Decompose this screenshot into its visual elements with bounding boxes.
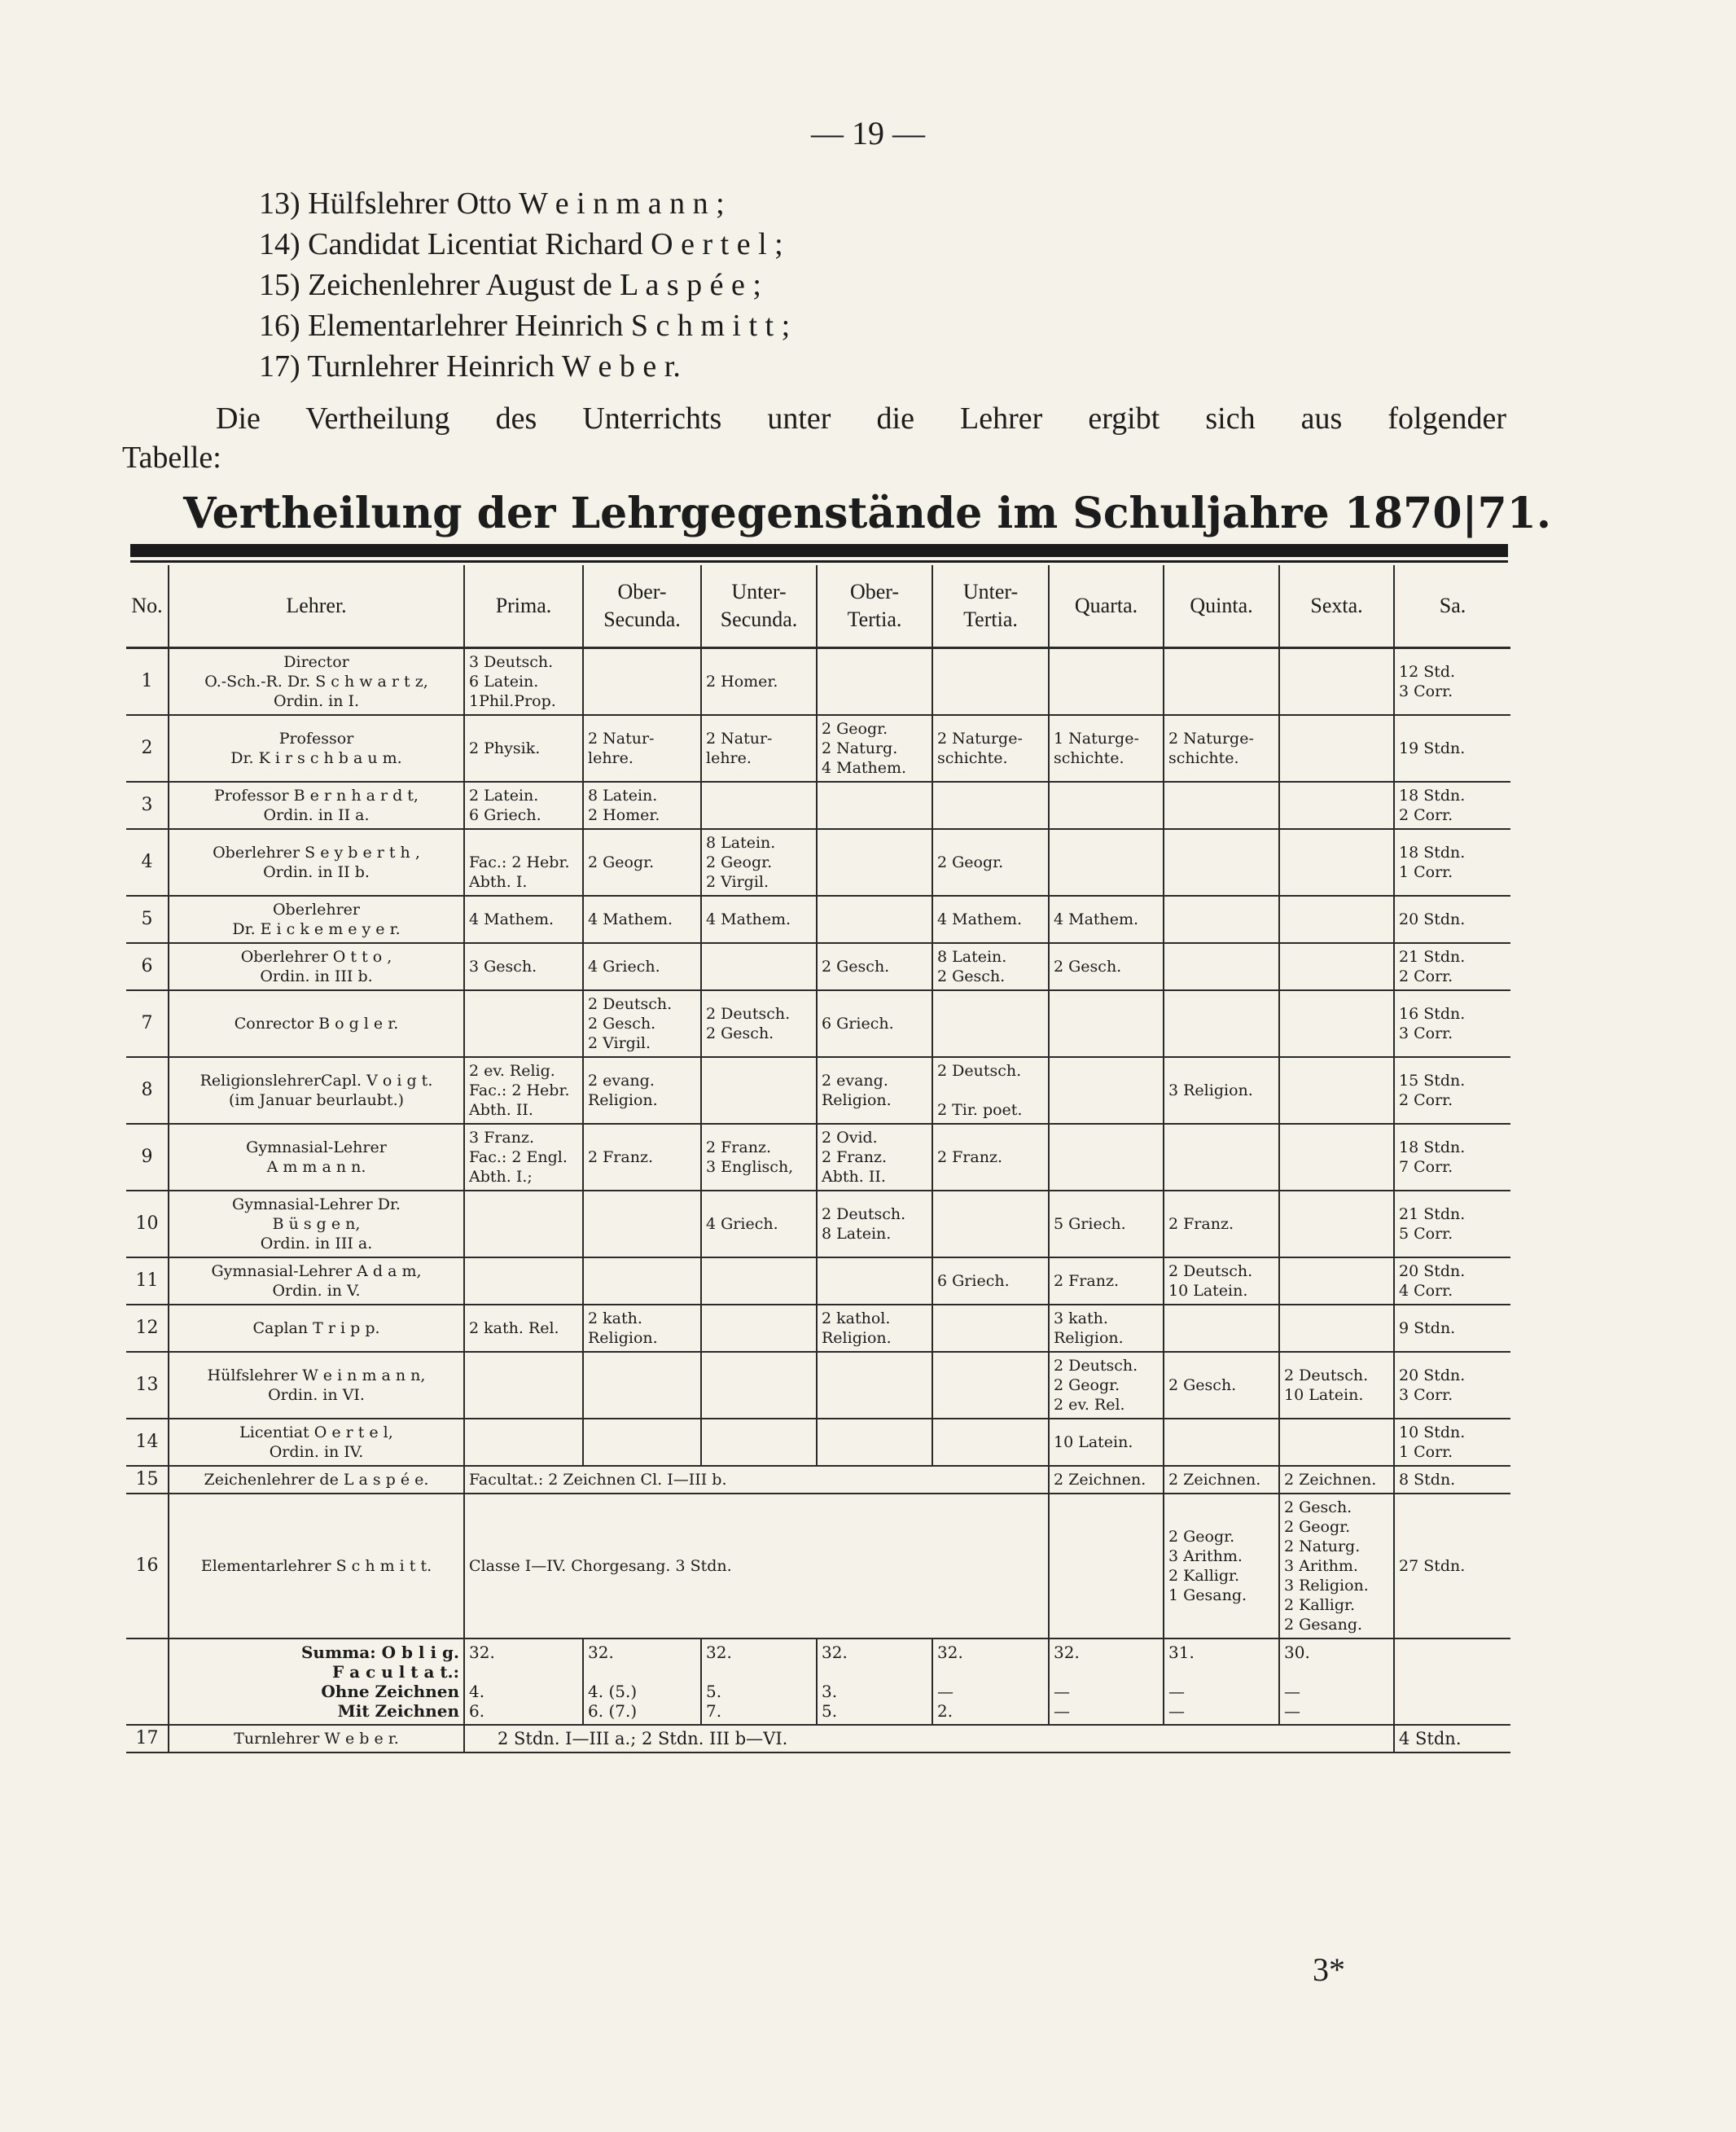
cell-prima	[464, 1419, 583, 1466]
row-total: 20 Stdn. 4 Corr.	[1394, 1257, 1510, 1305]
cell-unter-secunda	[701, 1352, 817, 1419]
cell-quinta	[1164, 829, 1279, 896]
cell-unter-secunda	[701, 943, 817, 990]
cell-quinta: 2 Deutsch. 10 Latein.	[1164, 1257, 1279, 1305]
title-rule	[130, 544, 1508, 557]
cell-prima: 2 Latein. 6 Griech.	[464, 782, 583, 829]
cell-ober-secunda	[583, 1257, 701, 1305]
cell-ober-secunda: 2 Natur- lehre.	[583, 715, 701, 782]
cell-ober-tertia	[817, 648, 932, 716]
row-total: 9 Stdn.	[1394, 1305, 1510, 1352]
summa-sexta: 30. — —	[1279, 1638, 1394, 1725]
cell-prima	[464, 1352, 583, 1419]
cell-sexta	[1279, 1257, 1394, 1305]
row-teacher: ReligionslehrerCapl. V o i g t. (im Januar beurlaubt.)	[169, 1057, 464, 1124]
cell-ober-secunda: 4 Mathem.	[583, 896, 701, 943]
cell-quarta	[1049, 1057, 1164, 1124]
cell-quinta: 2 Gesch.	[1164, 1352, 1279, 1419]
col-header: Sexta.	[1279, 565, 1394, 648]
cell-quarta: 2 Deutsch. 2 Geogr. 2 ev. Rel.	[1049, 1352, 1164, 1419]
cell-sexta: 2 Zeichnen.	[1279, 1466, 1394, 1494]
cell-unter-secunda	[701, 1305, 817, 1352]
cell-ober-tertia	[817, 1352, 932, 1419]
cell-ober-secunda	[583, 1191, 701, 1257]
table-row	[126, 648, 1510, 716]
cell-quinta: 3 Religion.	[1164, 1057, 1279, 1124]
row-total: 16 Stdn. 3 Corr.	[1394, 990, 1510, 1057]
table-row	[126, 1257, 1510, 1305]
cell-unter-tertia	[932, 1191, 1049, 1257]
cell-sexta	[1279, 1124, 1394, 1191]
row-teacher: Elementarlehrer S c h m i t t.	[169, 1494, 464, 1638]
table-row	[126, 896, 1510, 943]
intro-line: Tabelle:	[122, 441, 221, 475]
page-number: — 19 —	[811, 115, 925, 151]
cell-ober-secunda: 2 Geogr.	[583, 829, 701, 896]
row-number: 7	[126, 990, 169, 1057]
cell-quarta: 1 Naturge- schichte.	[1049, 715, 1164, 782]
row-number: 12	[126, 1305, 169, 1352]
summa-row	[126, 1638, 1510, 1725]
row-teacher: Licentiat O e r t e l, Ordin. in IV.	[169, 1419, 464, 1466]
cell-unter-secunda: 2 Deutsch. 2 Gesch.	[701, 990, 817, 1057]
summa-labels: Summa: O b l i g. F a c u l t a t.: Ohne Zeichnen Mit Zeichnen	[169, 1638, 464, 1725]
cell-ober-tertia: 2 Geogr. 2 Naturg. 4 Mathem.	[817, 715, 932, 782]
cell-ober-secunda: 8 Latein. 2 Homer.	[583, 782, 701, 829]
intro-paragraph	[122, 399, 1506, 477]
row-teacher: Gymnasial-Lehrer Dr. B ü s g e n, Ordin. in III a.	[169, 1191, 464, 1257]
cell-ober-tertia: 6 Griech.	[817, 990, 932, 1057]
cell-sexta	[1279, 1191, 1394, 1257]
cell-ober-secunda	[583, 648, 701, 716]
cell-sexta	[1279, 715, 1394, 782]
row-total: 21 Stdn. 5 Corr.	[1394, 1191, 1510, 1257]
cell-sexta: 2 Gesch. 2 Geogr. 2 Naturg. 3 Arithm. 3 Religion. 2 Kalligr. 2 Gesang.	[1279, 1494, 1394, 1638]
table-row	[126, 1305, 1510, 1352]
cell-prima: 3 Franz. Fac.: 2 Engl. Abth. I.;	[464, 1124, 583, 1191]
row-teacher: Professor B e r n h a r d t, Ordin. in II a.	[169, 782, 464, 829]
col-header: No.	[126, 565, 169, 648]
cell-unter-tertia: 2 Geogr.	[932, 829, 1049, 896]
row-total: 4 Stdn.	[1394, 1725, 1510, 1753]
row-total: 10 Stdn. 1 Corr.	[1394, 1419, 1510, 1466]
cell-unter-secunda: 4 Griech.	[701, 1191, 817, 1257]
table-row	[126, 715, 1510, 782]
cell-unter-secunda	[701, 1057, 817, 1124]
cell-prima: Fac.: 2 Hebr. Abth. I.	[464, 829, 583, 896]
table-row	[126, 1057, 1510, 1124]
summa-quinta: 31. — —	[1164, 1638, 1279, 1725]
table-row	[126, 1191, 1510, 1257]
cell-quarta: 4 Mathem.	[1049, 896, 1164, 943]
cell-ober-secunda: 2 Deutsch. 2 Gesch. 2 Virgil.	[583, 990, 701, 1057]
row-teacher: Hülfslehrer W e i n m a n n, Ordin. in VI.	[169, 1352, 464, 1419]
row-teacher: Gymnasial-Lehrer A m m a n n.	[169, 1124, 464, 1191]
cell-sexta	[1279, 1305, 1394, 1352]
cell-quarta	[1049, 990, 1164, 1057]
table-row	[126, 1725, 1510, 1753]
cell-quarta: 2 Franz.	[1049, 1257, 1164, 1305]
row-total: 18 Stdn. 7 Corr.	[1394, 1124, 1510, 1191]
row-number: 11	[126, 1257, 169, 1305]
cell-quinta	[1164, 1305, 1279, 1352]
row-number: 14	[126, 1419, 169, 1466]
row-total: 18 Stdn. 2 Corr.	[1394, 782, 1510, 829]
cell-sexta	[1279, 648, 1394, 716]
cell-prima: 3 Gesch.	[464, 943, 583, 990]
cell-ober-tertia	[817, 782, 932, 829]
cell-unter-tertia	[932, 782, 1049, 829]
cell-sexta	[1279, 1419, 1394, 1466]
cell-unter-tertia: 2 Deutsch. 2 Tir. poet.	[932, 1057, 1049, 1124]
cell-ober-tertia: 2 Gesch.	[817, 943, 932, 990]
summa-prima: 32. 4. 6.	[464, 1638, 583, 1725]
cell-unter-tertia	[932, 1352, 1049, 1419]
staff-list	[259, 183, 790, 387]
cell-quinta	[1164, 782, 1279, 829]
row-total: 20 Stdn. 3 Corr.	[1394, 1352, 1510, 1419]
cell-unter-secunda: 8 Latein. 2 Geogr. 2 Virgil.	[701, 829, 817, 896]
row-teacher: Oberlehrer Dr. E i c k e m e y e r.	[169, 896, 464, 943]
row-teacher: Conrector B o g l e r.	[169, 990, 464, 1057]
row-number: 16	[126, 1494, 169, 1638]
title-rule-thin	[130, 560, 1508, 563]
row-teacher: Oberlehrer S e y b e r t h , Ordin. in II b.	[169, 829, 464, 896]
row-number: 5	[126, 896, 169, 943]
cell-prima: 4 Mathem.	[464, 896, 583, 943]
row-total: 12 Std. 3 Corr.	[1394, 648, 1510, 716]
table-row	[126, 943, 1510, 990]
cell-unter-secunda	[701, 782, 817, 829]
table-row	[126, 990, 1510, 1057]
cell-prima: Facultat.: 2 Zeichnen Cl. I—III b.	[464, 1466, 1049, 1494]
cell-prima: 2 kath. Rel.	[464, 1305, 583, 1352]
cell-quarta	[1049, 648, 1164, 716]
row17-hours: 2 Stdn. I—III a.; 2 Stdn. III b—VI.	[464, 1725, 1394, 1753]
cell-ober-secunda	[583, 1352, 701, 1419]
row-teacher: Gymnasial-Lehrer A d a m, Ordin. in V.	[169, 1257, 464, 1305]
cell-prima: Classe I—IV. Chorgesang. 3 Stdn.	[464, 1494, 1049, 1638]
row-number: 13	[126, 1352, 169, 1419]
staff-item: 17) Turnlehrer Heinrich W e b e r.	[259, 349, 681, 384]
row-total: 8 Stdn.	[1394, 1466, 1510, 1494]
intro-line: Die Vertheilung des Unterrichts unter die Lehrer ergibt sich aus folgender	[216, 401, 1506, 436]
col-header: Quinta.	[1164, 565, 1279, 648]
cell-quinta	[1164, 990, 1279, 1057]
cell-prima	[464, 1191, 583, 1257]
cell-ober-tertia: 2 Deutsch. 8 Latein.	[817, 1191, 932, 1257]
cell-sexta: 2 Deutsch. 10 Latein.	[1279, 1352, 1394, 1419]
table-row	[126, 1352, 1510, 1419]
staff-item: 15) Zeichenlehrer August de L a s p é e ;	[259, 268, 761, 302]
col-header: Unter- Secunda.	[701, 565, 817, 648]
signature-mark: 3*	[1313, 1951, 1345, 1988]
summa-unter-secunda: 32. 5. 7.	[701, 1638, 817, 1725]
table-row	[126, 1494, 1510, 1638]
cell-sexta	[1279, 1057, 1394, 1124]
row-number: 6	[126, 943, 169, 990]
cell-ober-tertia: 2 kathol. Religion.	[817, 1305, 932, 1352]
cell-prima	[464, 1257, 583, 1305]
summa-quarta: 32. — —	[1049, 1638, 1164, 1725]
row-teacher: Professor Dr. K i r s c h b a u m.	[169, 715, 464, 782]
cell-unter-secunda: 4 Mathem.	[701, 896, 817, 943]
row-total: 15 Stdn. 2 Corr.	[1394, 1057, 1510, 1124]
header-row	[126, 565, 1510, 648]
cell-ober-tertia	[817, 1419, 932, 1466]
col-header: Ober- Tertia.	[817, 565, 932, 648]
row-teacher: Zeichenlehrer de L a s p é e.	[169, 1466, 464, 1494]
cell-quarta: 2 Gesch.	[1049, 943, 1164, 990]
cell-prima: 2 Physik.	[464, 715, 583, 782]
cell-prima	[464, 990, 583, 1057]
row-total: 27 Stdn.	[1394, 1494, 1510, 1638]
cell-quinta: 2 Geogr. 3 Arithm. 2 Kalligr. 1 Gesang.	[1164, 1494, 1279, 1638]
cell-quinta	[1164, 648, 1279, 716]
cell-unter-tertia	[932, 1419, 1049, 1466]
col-header: Ober- Secunda.	[583, 565, 701, 648]
cell-quinta: 2 Zeichnen.	[1164, 1466, 1279, 1494]
row-number: 4	[126, 829, 169, 896]
staff-item: 16) Elementarlehrer Heinrich S c h m i t t ;	[259, 309, 791, 343]
cell-quarta: 5 Griech.	[1049, 1191, 1164, 1257]
staff-item: 14) Candidat Licentiat Richard O e r t e l ;	[259, 227, 783, 261]
col-header: Unter- Tertia.	[932, 565, 1049, 648]
cell-ober-secunda: 2 evang. Religion.	[583, 1057, 701, 1124]
table-title: Vertheilung der Lehrgegenstände im Schuljahre 1870|71.	[183, 489, 1551, 538]
row-total: 18 Stdn. 1 Corr.	[1394, 829, 1510, 896]
cell-unter-tertia: 6 Griech.	[932, 1257, 1049, 1305]
cell-quarta: 2 Zeichnen.	[1049, 1466, 1164, 1494]
cell-prima: 3 Deutsch. 6 Latein. 1Phil.Prop.	[464, 648, 583, 716]
table-row	[126, 782, 1510, 829]
row-number: 2	[126, 715, 169, 782]
row-number: 17	[126, 1725, 169, 1753]
row-number: 15	[126, 1466, 169, 1494]
cell-unter-tertia	[932, 648, 1049, 716]
cell-unter-tertia	[932, 1305, 1049, 1352]
row-total: 19 Stdn.	[1394, 715, 1510, 782]
cell-sexta	[1279, 782, 1394, 829]
summa-ober-tertia: 32. 3. 5.	[817, 1638, 932, 1725]
cell-quinta	[1164, 896, 1279, 943]
cell-unter-secunda: 2 Homer.	[701, 648, 817, 716]
cell-prima: 2 ev. Relig. Fac.: 2 Hebr. Abth. II.	[464, 1057, 583, 1124]
table-row	[126, 1419, 1510, 1466]
summa-ober-secunda: 32. 4. (5.) 6. (7.)	[583, 1638, 701, 1725]
col-header: Lehrer.	[169, 565, 464, 648]
row-number: 10	[126, 1191, 169, 1257]
cell-quarta: 10 Latein.	[1049, 1419, 1164, 1466]
col-header: Prima.	[464, 565, 583, 648]
cell-unter-secunda	[701, 1419, 817, 1466]
cell-quarta: 3 kath. Religion.	[1049, 1305, 1164, 1352]
cell-ober-tertia: 2 Ovid. 2 Franz. Abth. II.	[817, 1124, 932, 1191]
cell-sexta	[1279, 943, 1394, 990]
table-row	[126, 1466, 1510, 1494]
cell-ober-secunda: 2 kath. Religion.	[583, 1305, 701, 1352]
row-teacher: Oberlehrer O t t o , Ordin. in III b.	[169, 943, 464, 990]
cell-ober-secunda: 2 Franz.	[583, 1124, 701, 1191]
cell-ober-tertia	[817, 829, 932, 896]
col-header: Sa.	[1394, 565, 1510, 648]
row-total: 21 Stdn. 2 Corr.	[1394, 943, 1510, 990]
cell-unter-tertia: 8 Latein. 2 Gesch.	[932, 943, 1049, 990]
cell-unter-secunda: 2 Franz. 3 Englisch,	[701, 1124, 817, 1191]
summa-sa	[1394, 1638, 1510, 1725]
table-row	[126, 829, 1510, 896]
cell-ober-tertia: 2 evang. Religion.	[817, 1057, 932, 1124]
row-number: 1	[126, 648, 169, 716]
cell-sexta	[1279, 896, 1394, 943]
cell-quarta	[1049, 1124, 1164, 1191]
cell-quarta	[1049, 829, 1164, 896]
cell-quarta	[1049, 782, 1164, 829]
table-body	[126, 648, 1510, 1753]
table-row	[126, 1124, 1510, 1191]
row-number: 9	[126, 1124, 169, 1191]
summa-unter-tertia: 32. — 2.	[932, 1638, 1049, 1725]
cell-quinta	[1164, 943, 1279, 990]
row-number: 3	[126, 782, 169, 829]
row-teacher: Director O.-Sch.-R. Dr. S c h w a r t z, Ordin. in I.	[169, 648, 464, 716]
col-header: Quarta.	[1049, 565, 1164, 648]
cell-sexta	[1279, 990, 1394, 1057]
row-number: 8	[126, 1057, 169, 1124]
cell-unter-tertia: 4 Mathem.	[932, 896, 1049, 943]
cell-unter-tertia: 2 Franz.	[932, 1124, 1049, 1191]
cell-quinta	[1164, 1419, 1279, 1466]
cell-quinta: 2 Franz.	[1164, 1191, 1279, 1257]
row-teacher: Turnlehrer W e b e r.	[169, 1725, 464, 1753]
cell-quinta	[1164, 1124, 1279, 1191]
cell-sexta	[1279, 829, 1394, 896]
cell-unter-tertia	[932, 990, 1049, 1057]
cell-unter-secunda	[701, 1257, 817, 1305]
cell-ober-secunda	[583, 1419, 701, 1466]
cell-quarta	[1049, 1494, 1164, 1638]
schedule-table	[126, 565, 1510, 1753]
cell-ober-secunda: 4 Griech.	[583, 943, 701, 990]
row-total: 20 Stdn.	[1394, 896, 1510, 943]
cell-unter-tertia: 2 Naturge- schichte.	[932, 715, 1049, 782]
staff-item: 13) Hülfslehrer Otto W e i n m a n n ;	[259, 186, 725, 221]
summa-no	[126, 1638, 169, 1725]
cell-ober-tertia	[817, 896, 932, 943]
cell-ober-tertia	[817, 1257, 932, 1305]
cell-unter-secunda: 2 Natur- lehre.	[701, 715, 817, 782]
row-teacher: Caplan T r i p p.	[169, 1305, 464, 1352]
cell-quinta: 2 Naturge- schichte.	[1164, 715, 1279, 782]
